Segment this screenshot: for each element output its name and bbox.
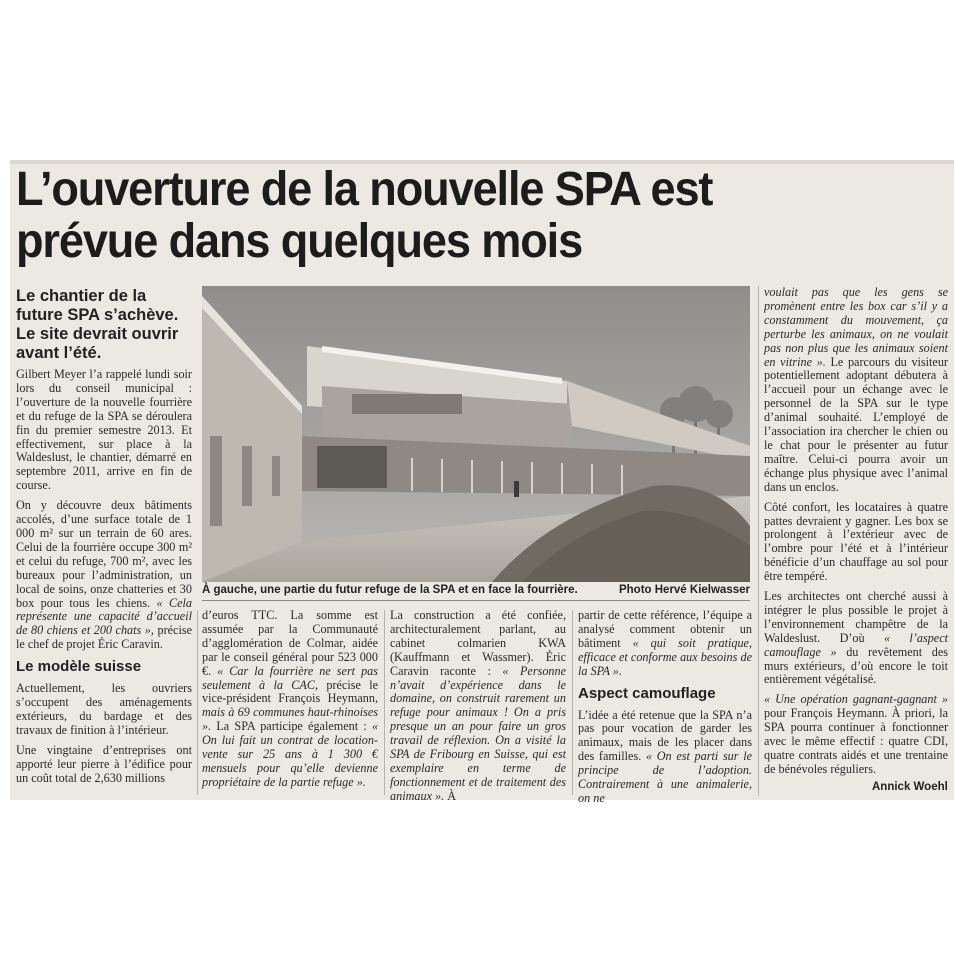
column-divider (758, 286, 759, 796)
paragraph-text: d’euros TTC. La somme est assumée par la Communauté d’agglomération de Colmar, aidée par le conseil général pour 523 000 €. (202, 608, 378, 678)
article-headline (16, 164, 824, 268)
column-divider (197, 610, 198, 795)
quote-text: voulait pas que les gens se promènent entre les box car s’il y a constamment du mouvement, ça perturbe les animaux, on ne voulait pas non plus que les animaux soient en vitrine ». (764, 285, 948, 369)
paragraph-text: du revêtement des murs extérieurs, d’où encore le toit entièrement végétalisé. (764, 644, 948, 687)
paragraph: Gilbert Meyer l’a rappelé lundi soir lors du conseil municipal : l’ouverture de la nouvelle fourrière et du refuge de la SPA se déroulera fin du premier semestre 2013. Et effectivement, sur place à la Waldeslust, le chantier, démarré en septembre 2011, arrive en fin de course. (16, 367, 192, 493)
paragraph (16, 499, 192, 652)
paragraph-text: La construction a été confiée, architecturalement parlant, au cabinet colmarien KWA (Kauffmann et Wassmer). Éric Caravin raconte : (390, 608, 566, 678)
paragraph (764, 286, 948, 495)
paragraph-text: Les architectes ont cherché aussi à intégrer le plus possible le projet à l’environnement champêtre de la Waldeslust. D’où (764, 589, 948, 645)
paragraph-text: À (447, 788, 457, 803)
headline-line-1: L’ouverture de la nouvelle SPA est (16, 163, 713, 216)
newspaper-clipping (10, 160, 954, 805)
quote-text: « Cela représente une capacité d’accueil de 80 chiens et 200 chats », (16, 595, 192, 638)
subhead-camouflage: Aspect camouflage (578, 684, 716, 702)
column-divider (384, 610, 385, 795)
caption-text: À gauche, une partie du futur refuge de la SPA et en face la fourrière. (202, 584, 578, 596)
article-photo (202, 286, 750, 582)
column-3 (390, 608, 567, 803)
quote-text: « On lui fait un contrat de location-vente sur 25 ans à 1 300 € mensuels pour qu’elle devienne propriétaire de la partie refuge ». (202, 719, 379, 789)
quote-text: « On est parti sur le principe de l’adoption. Contrairement à une animalerie, on ne (578, 749, 753, 805)
headline-line-2: prévue dans quelques mois (16, 215, 583, 268)
paragraph: Une vingtaine d’entreprises ont apporté leur pierre à l’édifice pour un coût total de 2,630 millions (16, 742, 192, 785)
paragraph-text: On y découvre deux bâtiments accolés, d’une surface totale de 1 000 m² sur un terrain de 60 ares. Celui de la fourrière occupe 300 m² et celui du refuge, 700 m², avec les bureaux pour l’administration, un local de soins, onze chatteries et 30 box pour tous les chiens. (16, 498, 192, 610)
quote-text: « Car la fourrière ne sert pas seulement à la CAC, (202, 663, 379, 692)
paragraph-text: pour François Heymann. À priori, la SPA pourra continuer à fonctionner avec le même effectif : quatre CDI, quatre contrats aidés et une trentaine de bénévoles réguliers. (764, 706, 948, 776)
paragraph-text: partir de cette référence, l’équipe a analysé comment obtenir un bâtiment (578, 608, 752, 650)
paragraph-text: Le parcours du visiteur potentiellement adoptant débutera à l’accueil pour un échange avec le personnel de la SPA sur le type d’animal souhaité. L’employé de l’association ira chercher le chien ou le chat pour le présenter au futur maître. Celui-ci pourra avoir un échange plus physique avec l’animal dans un enclos. (764, 354, 948, 494)
paragraph-text: précise le vice-président François Heymann, (202, 677, 378, 706)
photo-caption (202, 584, 750, 601)
article-deck: Le chantier de la future SPA s’achève. Le site devrait ouvrir avant l’été. (16, 287, 179, 362)
paragraph (764, 693, 948, 776)
photo-credit: Photo Hervé Kielwasser (618, 584, 750, 596)
quote-text: « l’aspect camouflage » (764, 630, 948, 659)
building-photo-illustration (202, 286, 750, 582)
paragraph-text: La SPA participe également : (216, 719, 367, 734)
column-4 (578, 608, 753, 805)
paragraph-text: L’idée a été retenue que la SPA n’a pas pour vocation de garder les animaux, mais de les placer dans des familles. (578, 707, 752, 764)
column-1 (16, 368, 192, 798)
subhead-swiss-model: Le modèle suisse (16, 658, 142, 676)
quote-text: « Personne n’avait d’expérience dans le domaine, on construit rarement un refuge pour animaux ! On a pris presque un an pour faire un gros travail de réflexion. On a visité la SPA de Fribourg en Suisse, qui est exemplaire en terme de fonctionnement et de traitement des animaux ». (390, 663, 567, 803)
column-2 (202, 609, 378, 797)
paragraph-text: précise le chef de projet Éric Caravin. (16, 623, 192, 652)
paragraph: Actuellement, les ouvriers s’occupent des aménagements extérieurs, du bardage et des travaux de finition à l’intérieur. (16, 681, 192, 737)
paragraph (578, 709, 752, 806)
paragraph: Côté confort, les locataires à quatre pattes devraient y gagner. Les box se prolongent à l’extérieur avec de l’ombre pour l’été et à l’intérieur bénéficie d’un chauffage au sol pour être tempéré. (764, 499, 948, 584)
paragraph (578, 609, 752, 679)
quote-text: mais à 69 communes haut-rhinoises ». (202, 705, 378, 734)
column-divider (572, 610, 573, 795)
paragraph (202, 609, 378, 790)
quote-text: « qui soit pratique, efficace et conforme aux besoins de la SPA ». (578, 635, 753, 678)
paragraph (764, 590, 948, 687)
paragraph (390, 609, 566, 804)
quote-text: « Une opération gagnant-gagnant » (764, 692, 948, 707)
column-5 (764, 286, 948, 781)
author-signature: Annick Woehl (872, 781, 948, 793)
